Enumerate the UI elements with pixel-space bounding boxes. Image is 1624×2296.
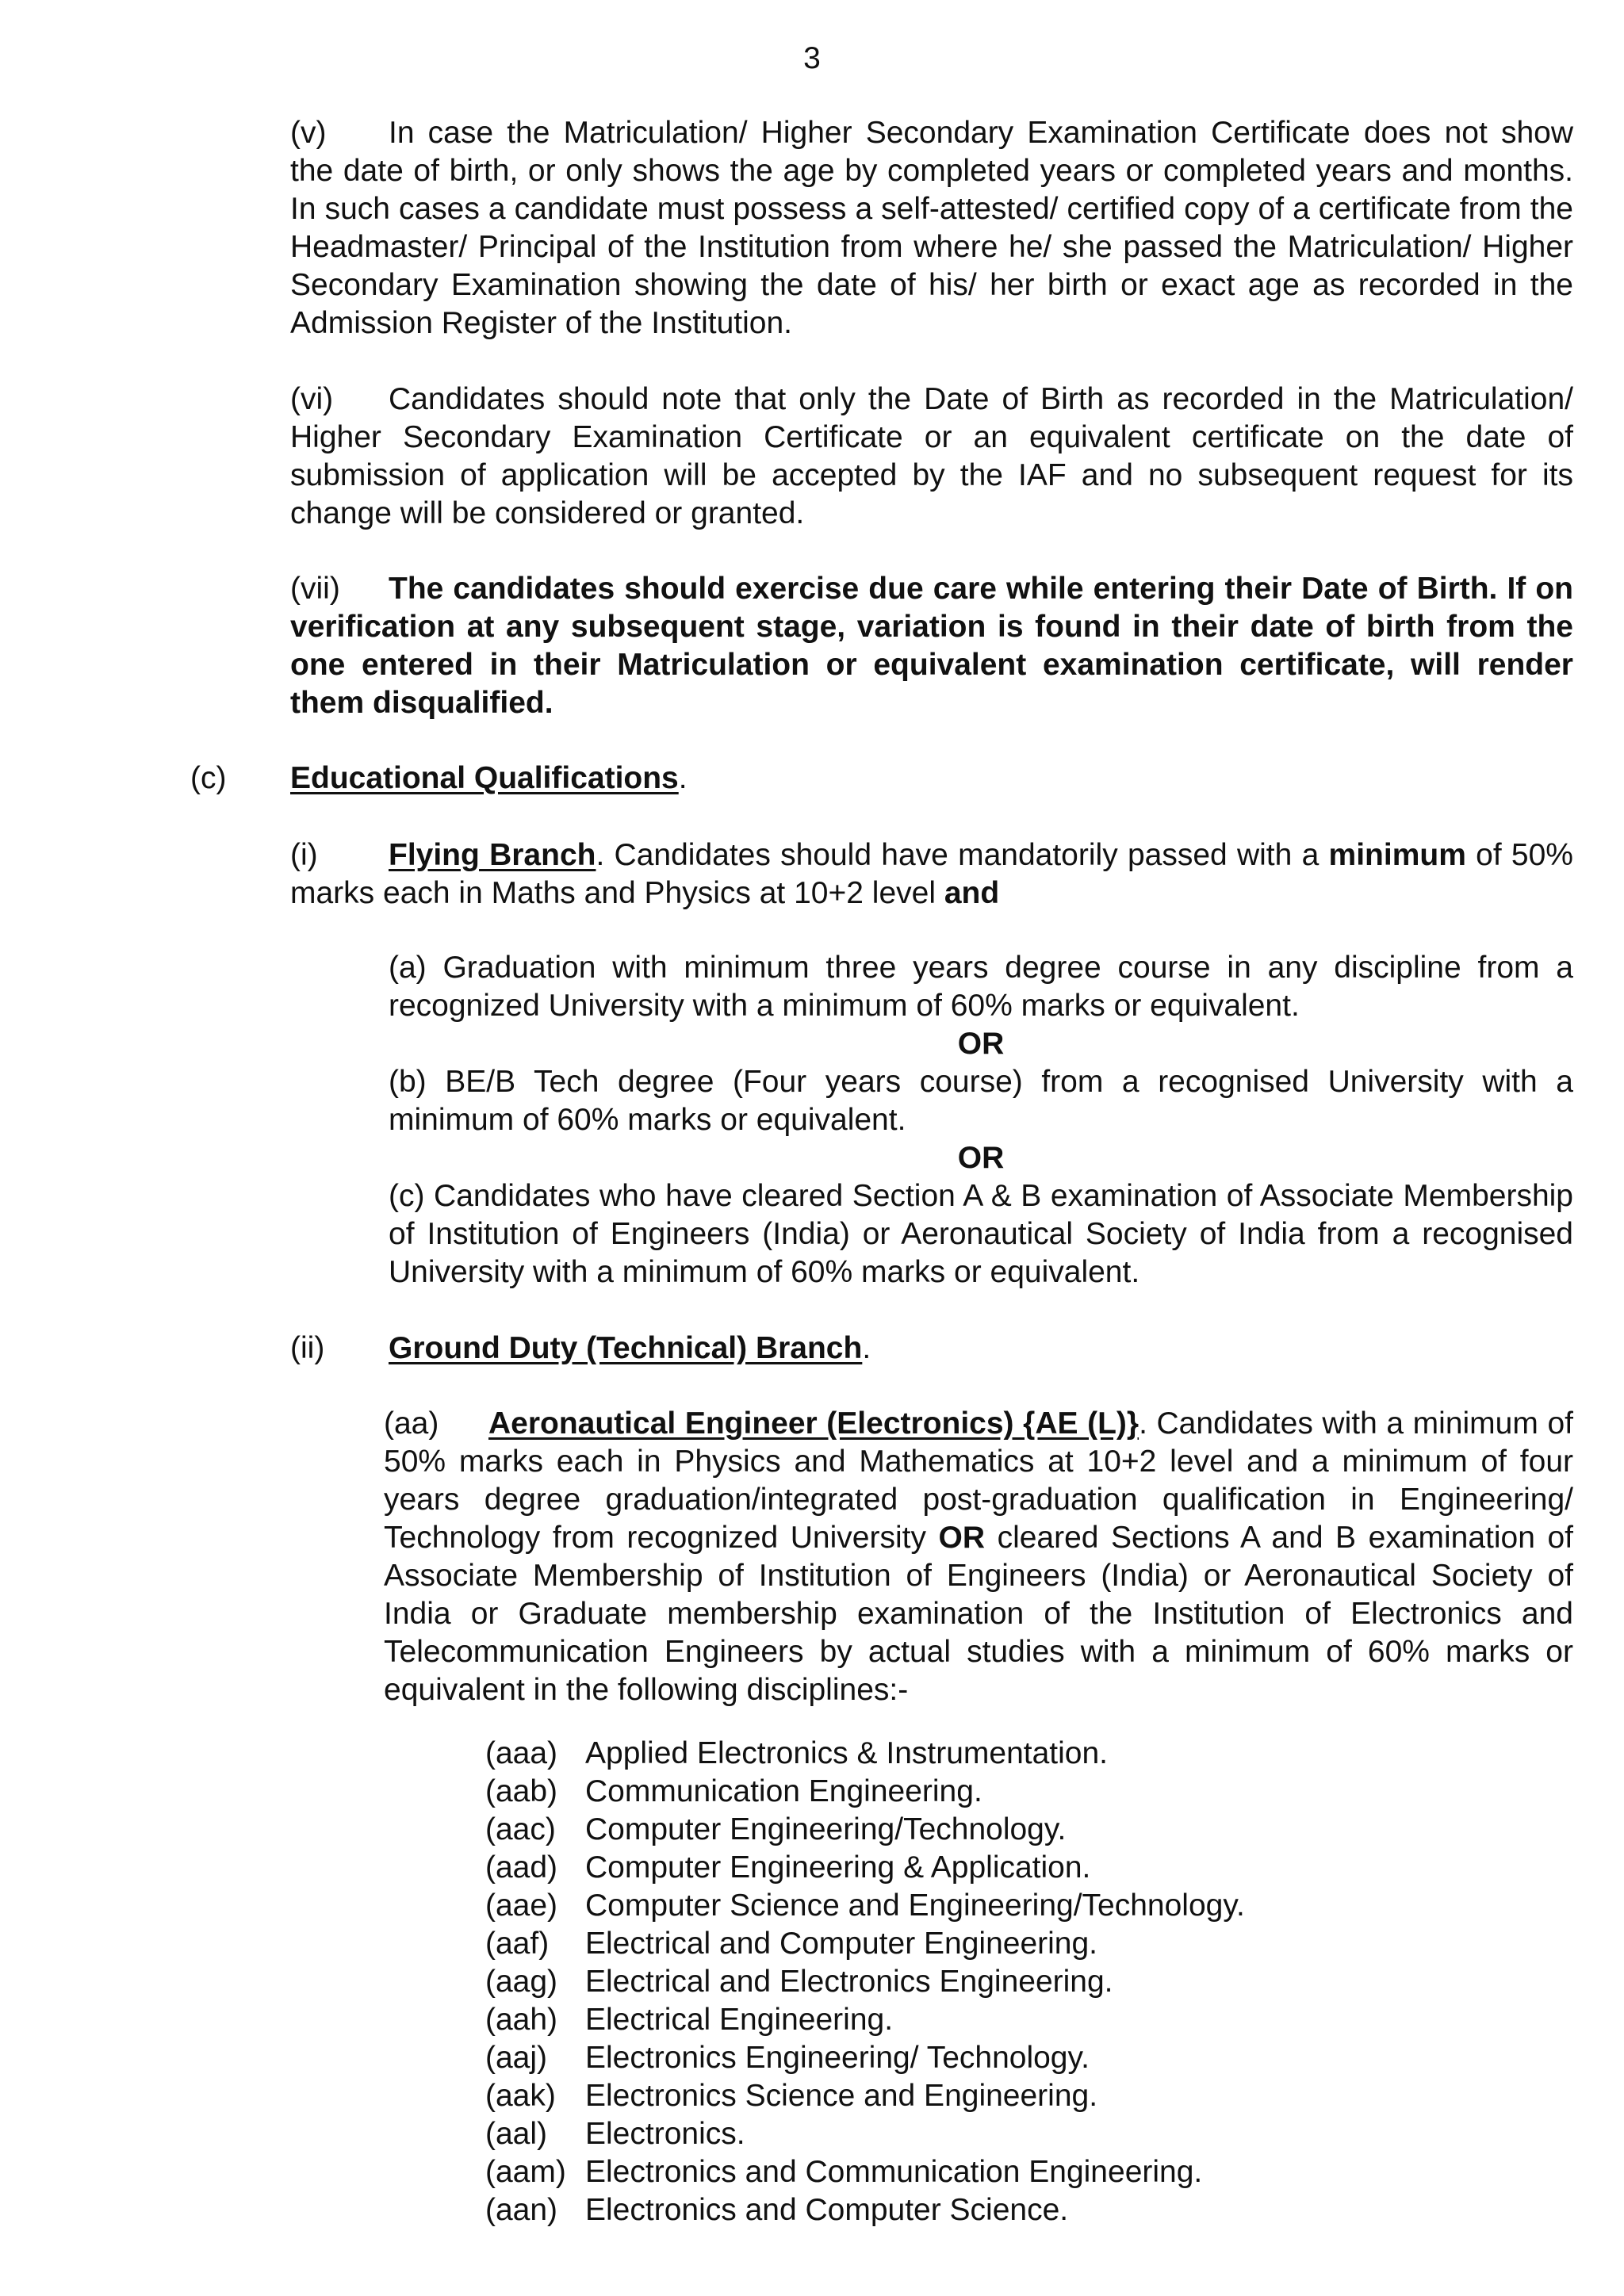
list-item-name: Electronics Engineering/ Technology. bbox=[585, 2041, 1090, 2075]
paragraph-vii-label: (vii) bbox=[290, 572, 340, 606]
list-item-name: Electronics and Communication Engineering. bbox=[585, 2155, 1203, 2189]
list-item-key: (aag) bbox=[485, 1965, 558, 1999]
list-item-key: (aab) bbox=[485, 1774, 558, 1808]
section-c-title: Educational Qualifications bbox=[290, 761, 679, 795]
list-item-name: Computer Science and Engineering/Technology. bbox=[585, 1888, 1245, 1923]
flying-branch-label: (i) bbox=[290, 838, 318, 872]
paragraph-vii bbox=[290, 570, 1573, 722]
ae-electronics-title: Aeronautical Engineer (Electronics) {AE (L)} bbox=[488, 1406, 1139, 1441]
paragraph-vi-label: (vi) bbox=[290, 382, 334, 416]
ae-electronics-paragraph bbox=[384, 1405, 1573, 1709]
flying-option-b: (b) BE/B Tech degree (Four years course) from a recognised University with a minimum of 60% marks or equivalent. bbox=[389, 1065, 1573, 1137]
list-item-key: (aan) bbox=[485, 2193, 558, 2227]
flying-or-2: OR bbox=[957, 1141, 1005, 1175]
list-item-name: Electrical and Electronics Engineering. bbox=[585, 1965, 1113, 1999]
list-item bbox=[485, 1887, 1245, 1925]
ground-duty-title: Ground Duty (Technical) Branch bbox=[389, 1331, 863, 1365]
list-item bbox=[485, 1811, 1245, 1849]
section-c-heading bbox=[290, 760, 1573, 798]
list-item bbox=[485, 2191, 1245, 2229]
ae-electronics-text-1: . Candidates with a minimum of 50% marks each in Physics and Mathematics at 10+2 level and a minimum of four years degree graduation/integrated post-graduation qualification in Engineering/ Technology from recognized University bbox=[384, 1406, 1573, 1555]
ground-duty-title-end: . bbox=[862, 1331, 871, 1365]
section-c-label: (c) bbox=[190, 761, 227, 795]
list-item bbox=[485, 1735, 1245, 1773]
list-item-key: (aaj) bbox=[485, 2041, 548, 2075]
section-c-title-end: . bbox=[678, 761, 688, 795]
list-item-name: Communication Engineering. bbox=[585, 1774, 982, 1808]
list-item bbox=[485, 1963, 1245, 2001]
list-item-key: (aal) bbox=[485, 2117, 548, 2151]
list-item-key: (aam) bbox=[485, 2155, 566, 2189]
list-item bbox=[485, 1773, 1245, 1811]
ground-duty-label: (ii) bbox=[290, 1331, 325, 1365]
paragraph-v-text: In case the Matriculation/ Higher Secondary Examination Certificate does not show the date of birth, or only shows the age by completed years or completed years and months. In such cases a candidate must possess a self-attested/ certified copy of a certificate from the Headmaster/ Principal of the Institution from where he/ she passed the Matriculation/ Higher Secondary Examination showing the date of his/ her birth or exact age as recorded in the Admission Register of the Institution. bbox=[290, 116, 1573, 340]
list-item-name: Electronics. bbox=[585, 2117, 745, 2151]
list-item-name: Electrical and Computer Engineering. bbox=[585, 1927, 1098, 1961]
list-item bbox=[485, 1925, 1245, 1963]
list-item-name: Applied Electronics & Instrumentation. bbox=[585, 1736, 1109, 1770]
flying-branch-bold-1: minimum bbox=[1328, 838, 1466, 872]
list-item bbox=[485, 2039, 1245, 2077]
list-item-key: (aaf) bbox=[485, 1927, 550, 1961]
list-item-key: (aac) bbox=[485, 1812, 556, 1846]
ae-electronics-bold: OR bbox=[938, 1521, 986, 1555]
list-item-name: Electronics Science and Engineering. bbox=[585, 2079, 1098, 2113]
list-item-key: (aak) bbox=[485, 2079, 556, 2113]
list-item bbox=[485, 2001, 1245, 2039]
list-item-name: Electronics and Computer Science. bbox=[585, 2193, 1069, 2227]
flying-option-a: (a) Graduation with minimum three years degree course in any discipline from a recognized University with a minimum of 60% marks or equivalent. bbox=[389, 951, 1573, 1023]
paragraph-vii-text: The candidates should exercise due care while entering their Date of Birth. If on verification at any subsequent stage, variation is found in their date of birth from the one entered in their Matriculation or equivalent examination certificate, will render them disqualified. bbox=[290, 572, 1573, 720]
list-item-name: Electrical Engineering. bbox=[585, 2003, 894, 2037]
ground-duty-heading bbox=[290, 1330, 1573, 1368]
list-item bbox=[485, 2077, 1245, 2115]
flying-branch-bold-2: and bbox=[944, 876, 1000, 910]
ae-electronics-text-2: cleared Sections A and B examination of Associate Membership of Institution of Engineers (India) or Aeronautical Society of India or Graduate membership examination of the Institution of Electronics and Telecommunication Engineers by actual studies with a minimum of 60% marks or equivalent in the following disciplines:- bbox=[384, 1521, 1573, 1707]
list-item-name: Computer Engineering & Application. bbox=[585, 1850, 1091, 1885]
paragraph-v-label: (v) bbox=[290, 116, 327, 150]
paragraph-vi-text: Candidates should note that only the Date of Birth as recorded in the Matriculation/ Higher Secondary Examination Certificate or an equivalent certificate on the date of submission of application will be accepted by the IAF and no subsequent request for its change will be considered or granted. bbox=[290, 382, 1573, 530]
flying-option-c: (c) Candidates who have cleared Section A & B examination of Associate Membership of Institution of Engineers (India) or Aeronautical Society of India from a recognised University with a minimum of 60% marks or equivalent. bbox=[389, 1179, 1573, 1289]
ae-electronics-label: (aa) bbox=[384, 1406, 439, 1441]
list-item-key: (aae) bbox=[485, 1888, 558, 1923]
list-item-key: (aaa) bbox=[485, 1736, 558, 1770]
list-item-key: (aad) bbox=[485, 1850, 558, 1885]
flying-branch-text-2: of 50% marks each in Maths and Physics at 10+2 level bbox=[290, 838, 1573, 910]
list-item bbox=[485, 1849, 1245, 1887]
list-item-key: (aah) bbox=[485, 2003, 558, 2037]
list-item bbox=[485, 2153, 1245, 2191]
flying-branch-paragraph bbox=[290, 836, 1573, 913]
flying-or-1: OR bbox=[957, 1027, 1005, 1061]
list-item-name: Computer Engineering/Technology. bbox=[585, 1812, 1067, 1846]
flying-branch-title: Flying Branch bbox=[389, 838, 596, 872]
page-number: 3 bbox=[803, 41, 821, 75]
paragraph-v bbox=[290, 114, 1573, 342]
flying-branch-text-1: . Candidates should have mandatorily passed with a bbox=[596, 838, 1329, 872]
list-item bbox=[485, 2115, 1245, 2153]
disciplines-list bbox=[485, 1735, 1245, 2229]
paragraph-vi bbox=[290, 381, 1573, 533]
